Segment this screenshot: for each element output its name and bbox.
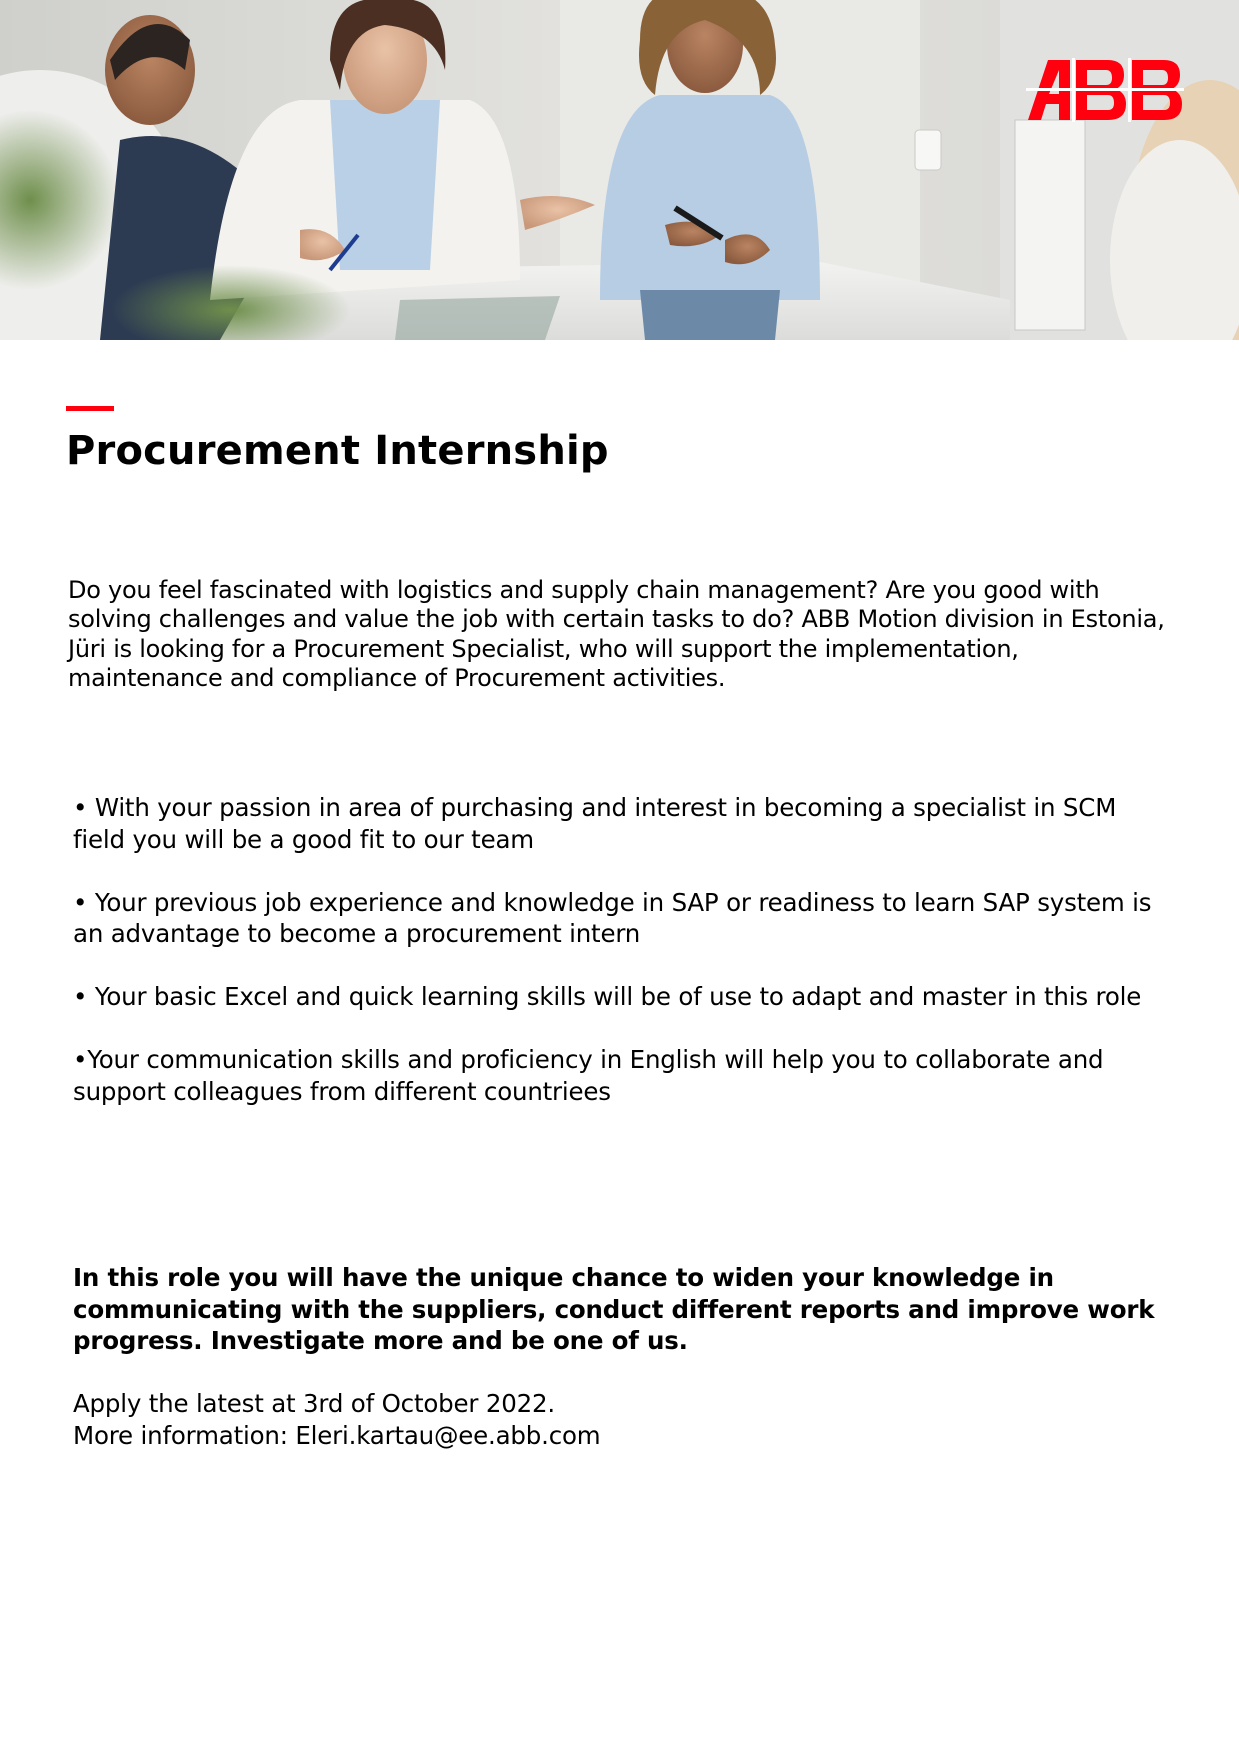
list-item: •Your communication skills and proficiency in English will help you to collaborate and support colleagues from different countriees [73, 1045, 1104, 1106]
list-item: • With your passion in area of purchasing and interest in becoming a specialist in SCM field you will be a good fit to our team [73, 793, 1117, 854]
apply-deadline: Apply the latest at 3rd of October 2022. [73, 1389, 555, 1418]
header-photo [0, 0, 1239, 340]
list-item: • Your basic Excel and quick learning skills will be of use to adapt and master in this role [73, 982, 1142, 1011]
abb-logo [1026, 58, 1184, 122]
list-item: • Your previous job experience and knowledge in SAP or readiness to learn SAP system is an advantage to become a procurement intern [73, 887, 1152, 948]
closing-paragraph: In this role you will have the unique chance to widen your knowledge in communicating with the suppliers, conduct different reports and improve work progress. Investigate more and be one of us. [73, 1263, 1155, 1355]
page-title: Procurement Internship [66, 428, 609, 474]
abb-logo-mark [1026, 58, 1184, 122]
office-meeting-illustration [0, 0, 1239, 340]
accent-bar [66, 406, 114, 411]
requirements-list [73, 792, 1163, 1139]
intro-paragraph: Do you feel fascinated with logistics and supply chain management? Are you good with solving challenges and value the job with certain tasks to do? ABB Motion division in Estonia, Jüri is looking for a Procurement Specialist, who will support the implementation, maintenance and compliance of Procurement activities. [68, 576, 1165, 692]
contact-info: More information: Eleri.kartau@ee.abb.com [73, 1421, 601, 1450]
